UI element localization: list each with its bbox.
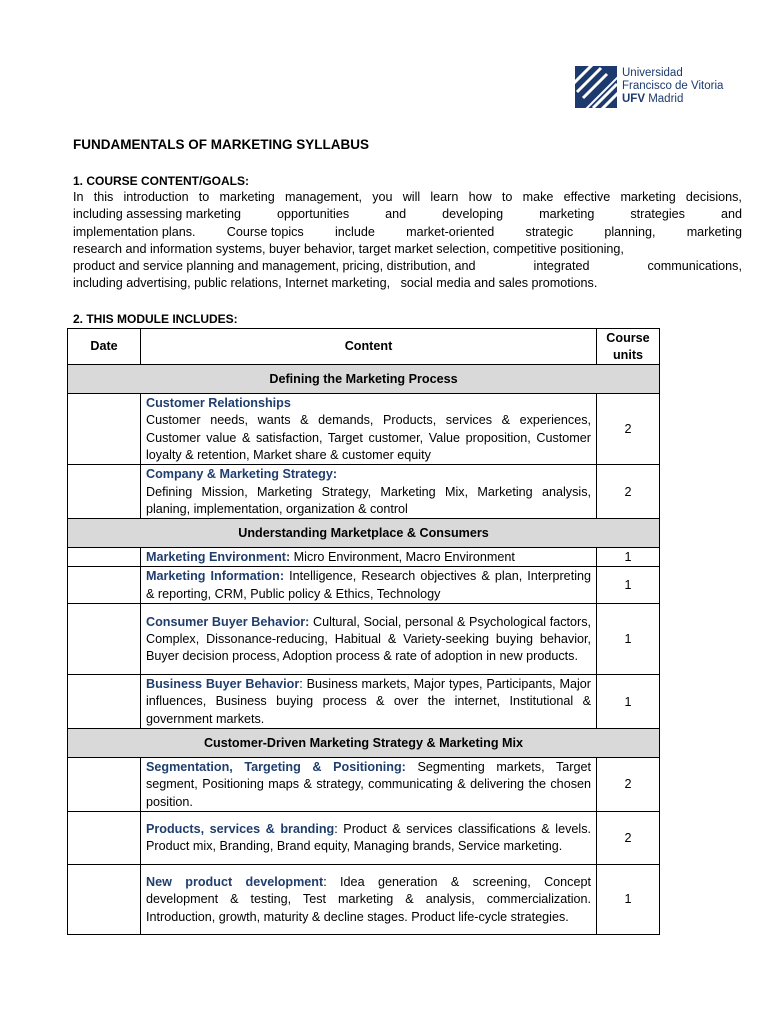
topic-description: Intelligence, Research objectives & plan, Interpreting & reporting, CRM, Public policy & Ethics, Technology — [146, 569, 591, 601]
topic-title: Marketing Information: — [146, 569, 285, 584]
paragraph-line — [73, 275, 742, 292]
section-row — [68, 519, 660, 548]
paragraph-line — [73, 258, 742, 275]
date-cell — [68, 604, 141, 675]
table-row — [68, 548, 660, 567]
section-title: Customer-Driven Marketing Strategy & Marketing Mix — [68, 728, 660, 757]
paragraph-word: developing — [442, 207, 504, 222]
topic-description: Customer needs, wants & demands, Products, services & experiences, Customer value & satisfaction, Target customer, Value proposition, Customer loyalty & retention, Market share & customer equity — [146, 413, 591, 462]
units-header: Course units — [597, 329, 660, 365]
content-cell — [141, 864, 597, 934]
course-content-paragraph — [73, 189, 742, 293]
topic-description: Micro Environment, Macro Environment — [293, 550, 515, 565]
table-header-row — [68, 329, 660, 365]
content-header: Content — [141, 329, 597, 365]
units-cell: 2 — [597, 757, 660, 811]
paragraph-word: strategic — [525, 224, 574, 239]
date-cell — [68, 811, 141, 864]
topic-title: Consumer Buyer Behavior: — [146, 614, 310, 629]
topic-description: Defining Mission, Marketing Strategy, Marketing Mix, Marketing analysis, planing, implementation, organization & control — [146, 484, 591, 516]
table-row — [68, 604, 660, 675]
logo-city: Madrid — [645, 93, 684, 105]
paragraph-word: to — [198, 190, 210, 204]
table-row — [68, 465, 660, 519]
paragraph-word: effective — [563, 190, 611, 204]
table-row — [68, 811, 660, 864]
topic-description: Cultural, Social, personal & Psychological factors, Complex, Dissonance-reducing, Habitual & Variety-seeking buying behavior, Buyer decision process, Adoption process & rate of adoption in new products. — [146, 614, 591, 664]
logo-line-1: Universidad — [622, 67, 683, 79]
table-row — [68, 675, 660, 729]
paragraph-word: Course topics — [226, 224, 304, 239]
topic-title: Products, services & branding — [146, 822, 335, 837]
units-cell: 1 — [597, 548, 660, 567]
date-cell — [68, 675, 141, 729]
paragraph-word: will — [402, 190, 421, 204]
paragraph-word: marketing — [539, 207, 595, 222]
units-cell: 2 — [597, 465, 660, 519]
paragraph-word: integrated — [533, 259, 590, 274]
paragraph-line — [73, 189, 742, 206]
content-cell — [141, 675, 597, 729]
paragraph-word: marketing — [686, 224, 742, 239]
topic-description: : Product & services classifications & levels. Product mix, Branding, Brand equity, Managing brands, Service marketing. — [146, 822, 591, 854]
paragraph-word: you — [372, 190, 393, 204]
paragraph-line — [73, 224, 742, 241]
paragraph-word: planning, — [604, 224, 656, 239]
table-row — [68, 394, 660, 465]
content-cell — [141, 465, 597, 519]
logo-line-3 — [622, 93, 723, 106]
logo-ufv: UFV — [622, 93, 645, 105]
section-title: Understanding Marketplace & Consumers — [68, 519, 660, 548]
paragraph-line — [73, 241, 742, 258]
table-row — [68, 567, 660, 604]
topic-title: Marketing Environment: — [146, 550, 291, 565]
university-logo — [575, 66, 745, 110]
units-cell: 1 — [597, 604, 660, 675]
section-2-heading: 2. THIS MODULE INCLUDES: — [73, 312, 238, 326]
logo-line-2: Francisco de Vitoria — [622, 80, 724, 92]
paragraph-word: product and service planning and management, pricing, distribution, and — [73, 259, 476, 274]
paragraph-word: marketing — [620, 190, 676, 204]
date-cell — [68, 757, 141, 811]
paragraph-word: including advertising, public relations, Internet marketing, social media and sales promotions. — [73, 276, 598, 291]
paragraph-word: to — [501, 190, 513, 204]
paragraph-line — [73, 206, 742, 223]
section-row — [68, 728, 660, 757]
topic-title: Company & Marketing Strategy: — [146, 467, 338, 482]
paragraph-word: this — [93, 190, 114, 204]
date-cell — [68, 394, 141, 465]
date-cell — [68, 864, 141, 934]
content-cell — [141, 604, 597, 675]
units-cell: 2 — [597, 811, 660, 864]
units-cell: 1 — [597, 675, 660, 729]
paragraph-word: research and information systems, buyer behavior, target market selection, competitive positioning, — [73, 241, 624, 256]
topic-title: Business Buyer Behavior — [146, 677, 300, 692]
topic-description: : Idea generation & screening, Concept development & testing, Test marketing & analysis, commercialization. Introduction, growth, maturity & decline stages. Product life-cycle strategies. — [146, 874, 591, 924]
topic-title: Customer Relationships — [146, 396, 291, 410]
content-cell — [141, 811, 597, 864]
paragraph-word: and — [385, 207, 407, 222]
date-header: Date — [68, 329, 141, 365]
paragraph-word: including assessing marketing — [73, 207, 242, 222]
date-cell — [68, 567, 141, 604]
ufv-emblem-icon — [575, 66, 617, 108]
section-1-heading: 1. COURSE CONTENT/GOALS: — [73, 174, 250, 188]
paragraph-word: how — [468, 190, 492, 204]
content-cell — [141, 757, 597, 811]
content-cell — [141, 548, 597, 567]
topic-description: : Business markets, Major types, Participants, Major influences, Business buying process & over the internet, Institutional & government markets. — [146, 677, 591, 726]
content-cell — [141, 567, 597, 604]
paragraph-word: make — [522, 190, 554, 204]
paragraph-word: introduction — [123, 190, 189, 204]
paragraph-word: management, — [284, 190, 362, 204]
paragraph-word: learn — [430, 190, 459, 204]
topic-description: Segmenting markets, Target segment, Positioning maps & strategy, communicating & delivering the chosen position. — [146, 759, 591, 809]
paragraph-word: opportunities — [277, 207, 350, 222]
document-title: FUNDAMENTALS OF MARKETING SYLLABUS — [73, 137, 369, 152]
table-row — [68, 864, 660, 934]
paragraph-word: and — [720, 207, 742, 222]
table-row — [68, 757, 660, 811]
date-cell — [68, 465, 141, 519]
topic-title: Segmentation, Targeting & Positioning: — [146, 759, 406, 774]
paragraph-word: In — [73, 190, 84, 204]
date-cell — [68, 548, 141, 567]
module-table — [67, 328, 660, 935]
units-cell: 1 — [597, 864, 660, 934]
logo-wordmark — [622, 67, 723, 106]
paragraph-word: market-oriented — [406, 224, 495, 239]
content-cell — [141, 394, 597, 465]
paragraph-word: implementation plans. — [73, 224, 196, 239]
section-row — [68, 365, 660, 394]
paragraph-word: decisions, — [685, 190, 742, 204]
paragraph-word: strategies — [630, 207, 685, 222]
paragraph-word: communications, — [647, 259, 742, 274]
section-title: Defining the Marketing Process — [68, 365, 660, 394]
units-cell: 1 — [597, 567, 660, 604]
topic-separator — [406, 760, 418, 774]
paragraph-word: marketing — [219, 190, 275, 204]
units-cell: 2 — [597, 394, 660, 465]
table-body — [68, 365, 660, 935]
topic-title: New product development — [146, 874, 324, 889]
paragraph-word: include — [334, 224, 375, 239]
